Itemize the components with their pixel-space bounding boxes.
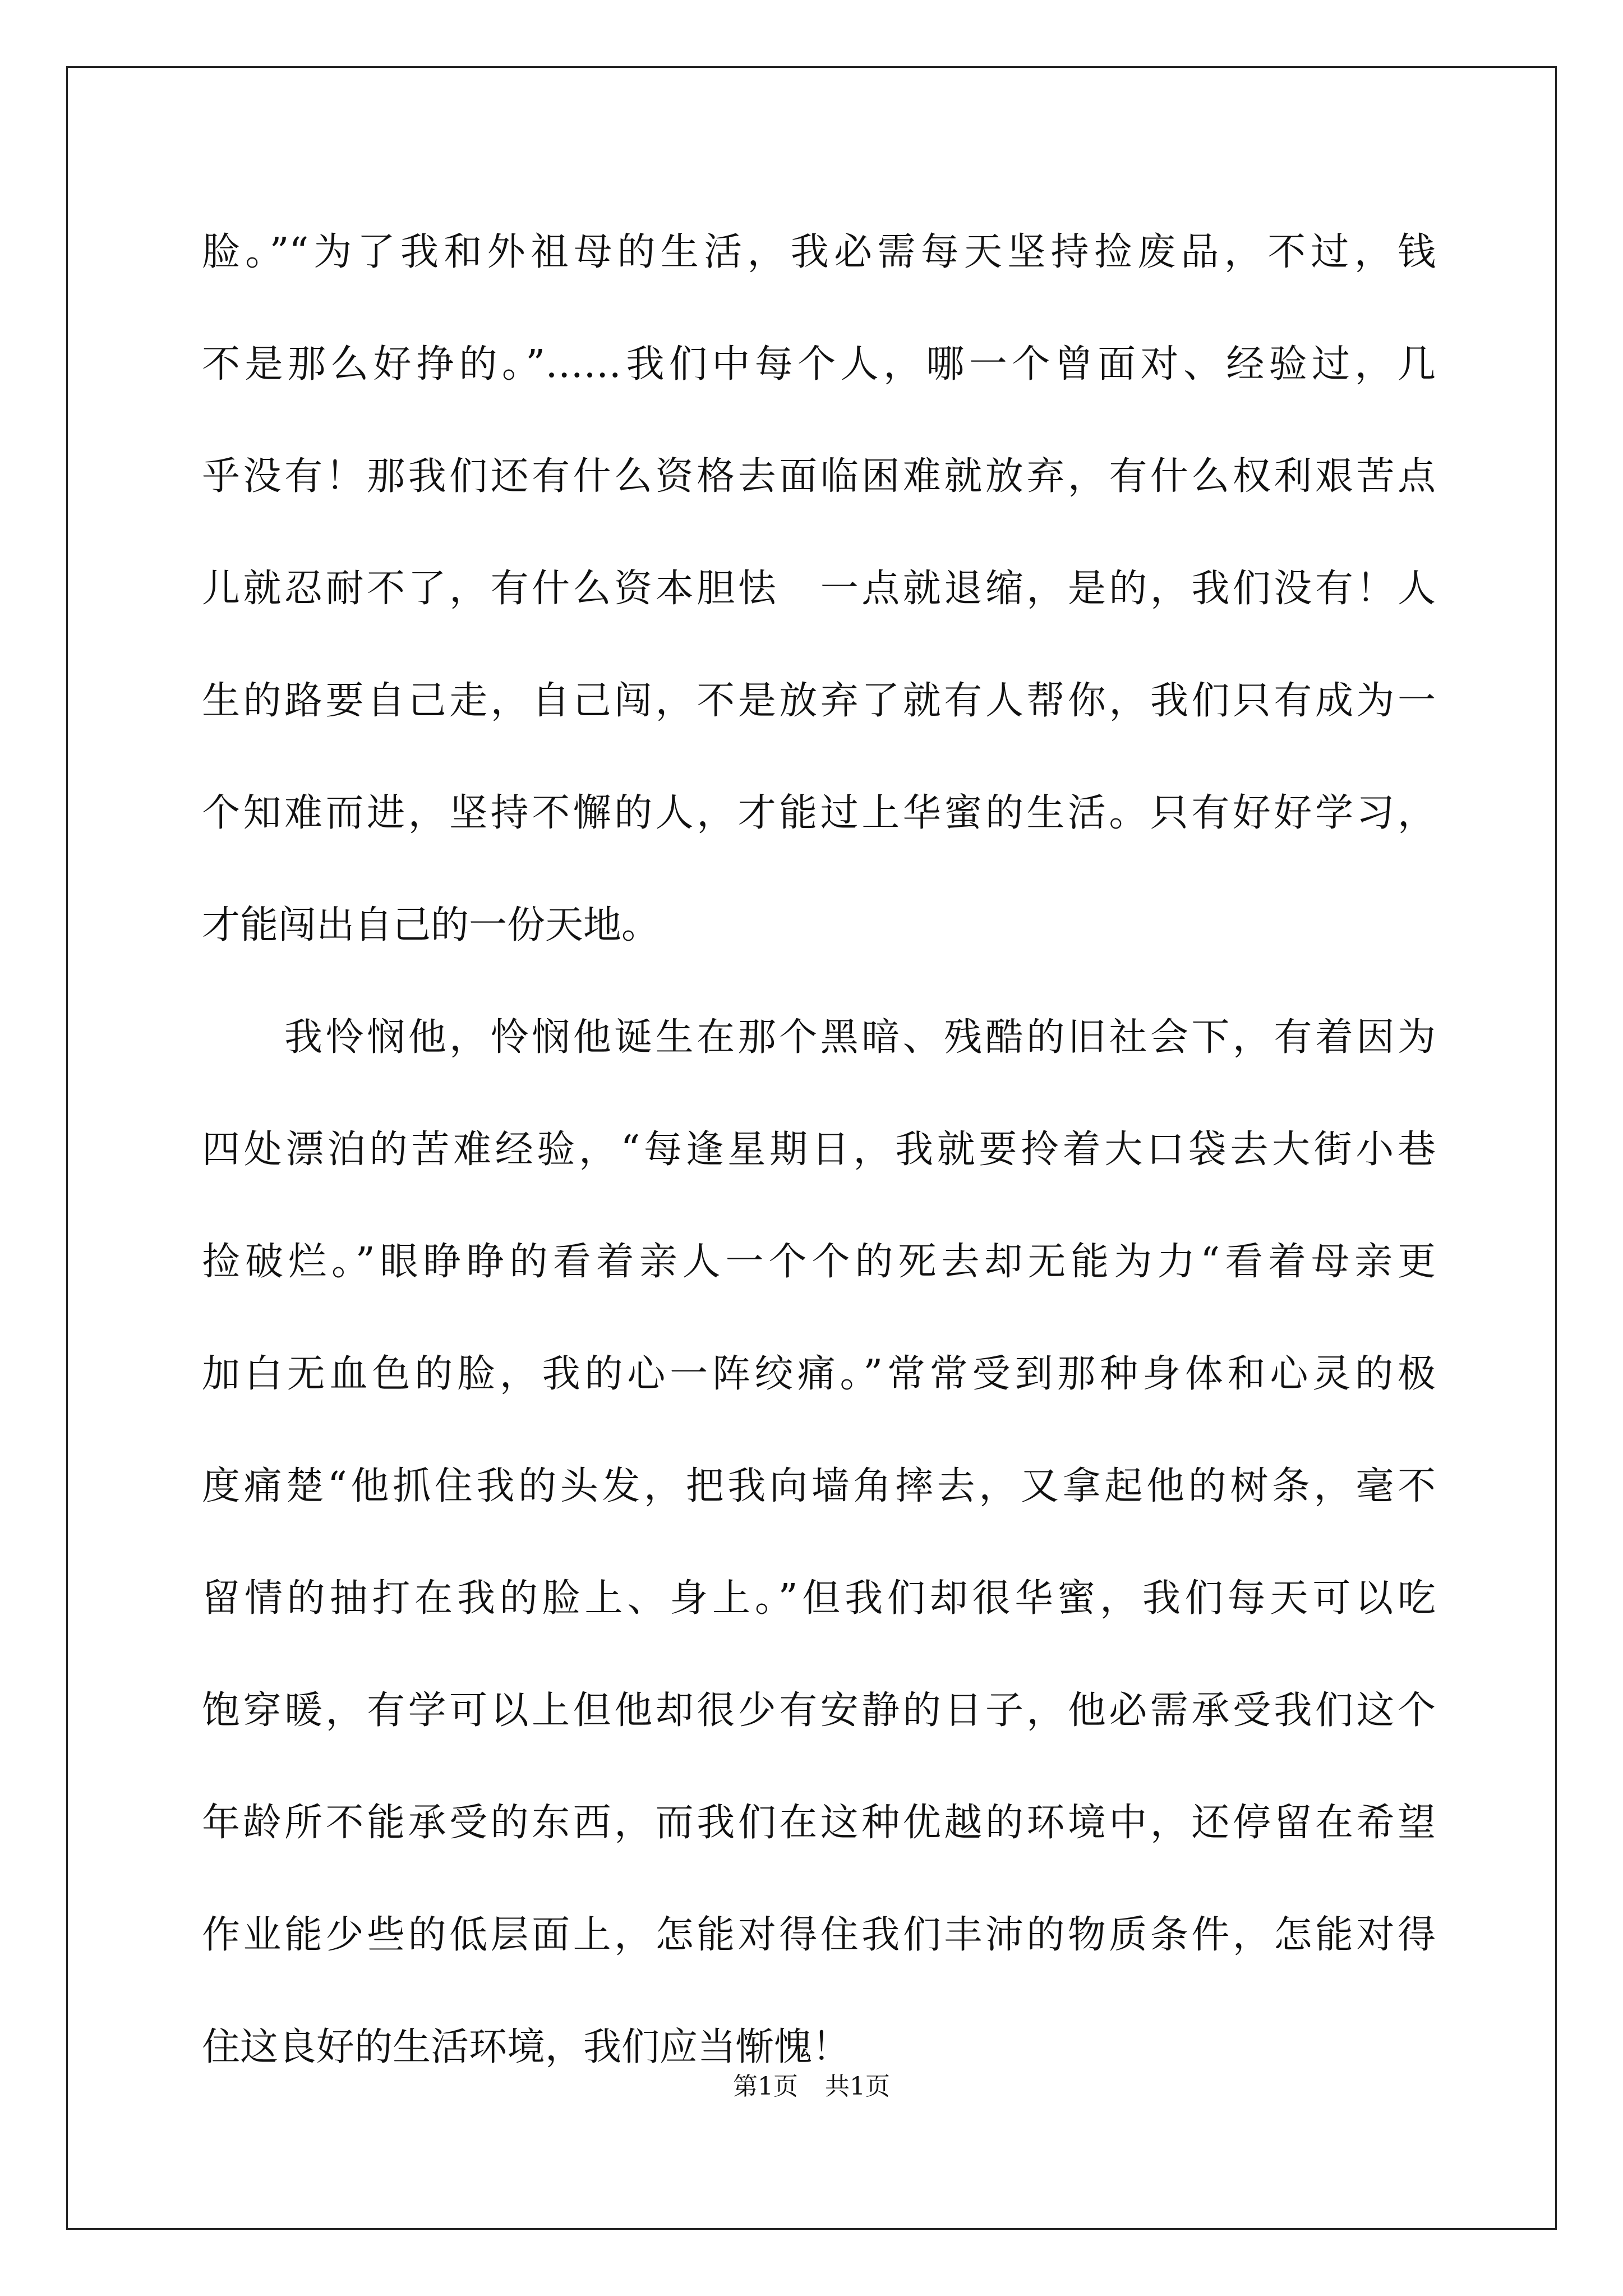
body-line: 儿就忍耐不了，有什么资本胆怯 一点就退缩，是的，我们没有！人 [202,567,1436,611]
body-line: 年龄所不能承受的东西，而我们在这种优越的环境中，还停留在希望 [202,1801,1436,1845]
body-line: 作业能少些的低层面上，怎能对得住我们丰沛的物质条件，怎能对得 [202,1913,1436,1957]
body-line: 住这良好的生活环境，我们应当惭愧！ [202,2025,851,2069]
body-line: 留情的抽打在我的脸上、身上。”但我们却很华蜜，我们每天可以吃 [202,1576,1436,1621]
body-line: 才能闯出自己的一份天地。 [202,903,660,947]
page-footer [0,2070,1623,2104]
body-line: 四处漂泊的苦难经验，“每逢星期日，我就要拎着大口袋去大街小巷 [202,1128,1436,1172]
body-line: 度痛楚“他抓住我的头发，把我向墙角摔去，又拿起他的树条，毫不 [202,1464,1436,1508]
paragraph-start-line: 我怜悯他，怜悯他诞生在那个黑暗、残酷的旧社会下，有着因为 [202,1015,1436,1060]
page-total: 共1页 [825,2072,890,2101]
body-line: 脸。”“为了我和外祖母的生活，我必需每天坚持捡废品，不过，钱 [202,230,1436,274]
body-line: 加白无血色的脸，我的心一阵绞痛。”常常受到那种身体和心灵的极 [202,1352,1436,1396]
page-number: 第1页 [733,2072,798,2101]
body-line: 捡破烂。”眼睁睁的看着亲人一个个的死去却无能为力“看着母亲更 [202,1240,1436,1284]
body-line: 饱穿暖，有学可以上但他却很少有安静的日子，他必需承受我们这个 [202,1688,1436,1733]
body-line: 乎没有！那我们还有什么资格去面临困难就放弃，有什么权利艰苦点 [202,454,1436,499]
body-line: 个知难而进，坚持不懈的人，才能过上华蜜的生活。只有好好学习， [202,791,1436,835]
body-line: 生的路要自己走，自己闯，不是放弃了就有人帮你，我们只有成为一 [202,679,1436,723]
body-line: 不是那么好挣的。”……我们中每个人，哪一个曾面对、经验过，几 [202,342,1436,386]
